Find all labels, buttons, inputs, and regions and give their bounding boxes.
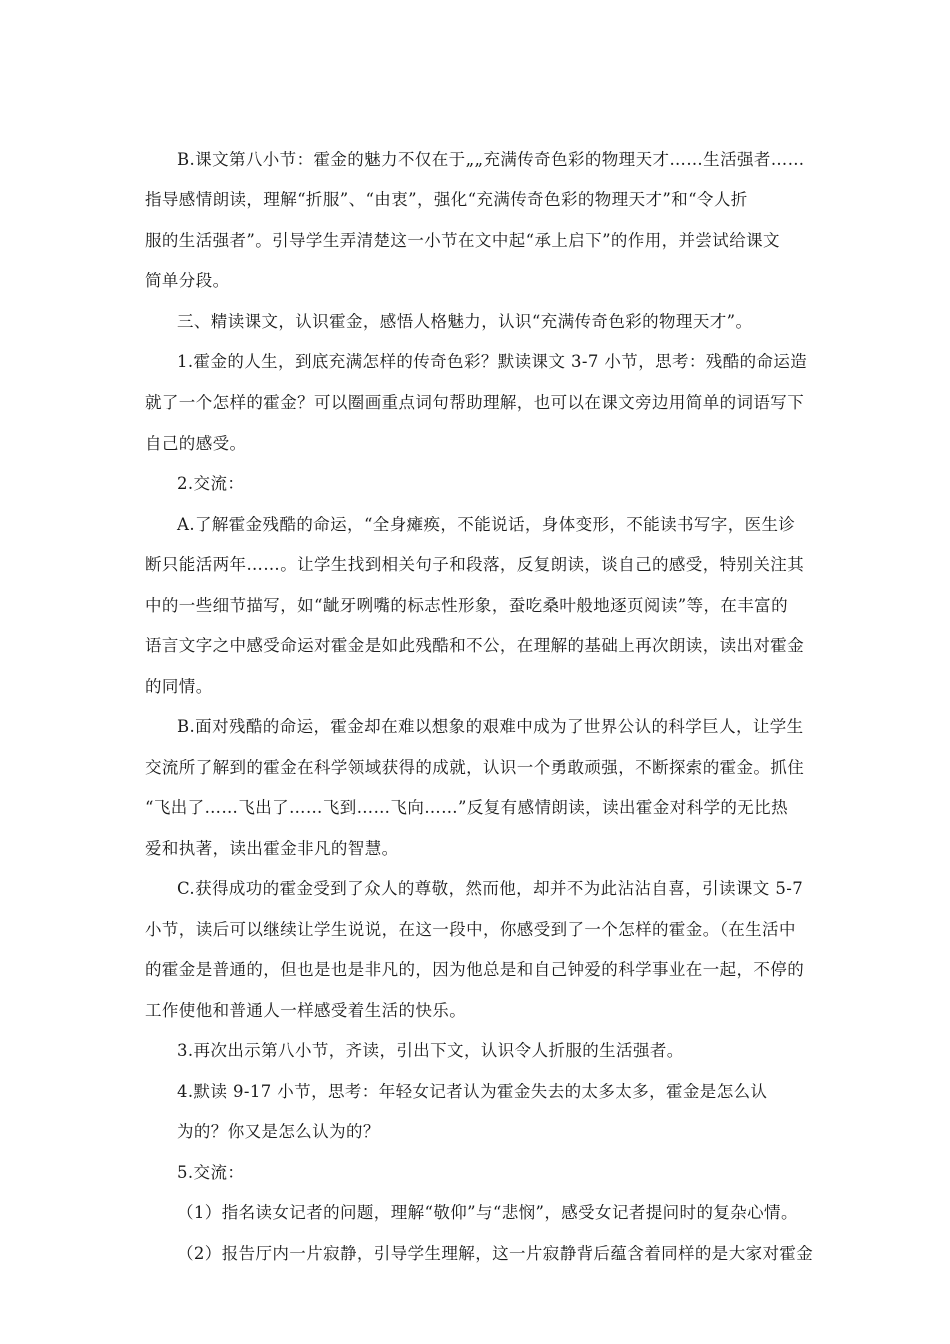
text-line: “飞出了……飞出了……飞到……飞向……”反复有感情朗读，读出霍金对科学的无比热	[145, 798, 788, 817]
text-line: 的同情。	[145, 677, 213, 696]
text-line: 4.默读 9-17 小节，思考：年轻女记者认为霍金失去的太多太多，霍金是怎么认	[177, 1082, 768, 1101]
text-line: 中的一些细节描写，如“龇牙咧嘴的标志性形象，蚕吃桑叶般地逐页阅读”等，在丰富的	[145, 596, 788, 615]
text-line: B.课文第八小节：霍金的魅力不仅在于„„充满传奇色彩的物理天才……生活强者……	[177, 150, 805, 169]
text-line: 语言文字之中感受命运对霍金是如此残酷和不公，在理解的基础上再次朗读，读出对霍金	[145, 636, 805, 655]
text-line: 为的？你又是怎么认为的？	[177, 1122, 380, 1141]
text-line: 工作使他和普通人一样感受着生活的快乐。	[145, 1001, 467, 1020]
text-line: （2）报告厅内一片寂静，引导学生理解，这一片寂静背后蕴含着同样的是大家对霍金	[177, 1244, 814, 1263]
text-line: 2.交流：	[177, 474, 245, 493]
text-line: 服的生活强者”。引导学生弄清楚这一小节在文中起“承上启下”的作用，并尝试给课文	[145, 231, 780, 250]
text-line: （1）指名读女记者的问题，理解“敬仰”与“悲悯”，感受女记者提问时的复杂心情。	[177, 1203, 798, 1222]
section-heading: 三、精读课文，认识霍金，感悟人格魅力，认识“充满传奇色彩的物理天才”。	[177, 312, 753, 331]
text-line: 就了一个怎样的霍金？可以圈画重点词句帮助理解，也可以在课文旁边用简单的词语写下	[145, 393, 805, 412]
text-line: C.获得成功的霍金受到了众人的尊敬，然而他，却并不为此沾沾自喜，引读课文 5-7	[177, 879, 804, 898]
text-line: 小节，读后可以继续让学生说说，在这一段中，你感受到了一个怎样的霍金。（在生活中	[145, 920, 796, 939]
text-line: 交流所了解到的霍金在科学领域获得的成就，认识一个勇敢顽强，不断探索的霍金。抓住	[145, 758, 805, 777]
text-line: 的霍金是普通的，但也是也是非凡的，因为他总是和自己钟爱的科学事业在一起，不停的	[145, 960, 805, 979]
text-line: 5.交流：	[177, 1163, 245, 1182]
text-line: 指导感情朗读，理解“折服”、“由衷”，强化“充满传奇色彩的物理天才”和“令人折	[145, 190, 748, 209]
text-line: 断只能活两年……。让学生找到相关句子和段落，反复朗读，谈自己的感受，特别关注其	[145, 555, 805, 574]
text-line: B.面对残酷的命运，霍金却在难以想象的艰难中成为了世界公认的科学巨人，让学生	[177, 717, 804, 736]
text-line: A.了解霍金残酷的命运，“全身瘫痪，不能说话，身体变形，不能读书写字，医生诊	[177, 515, 796, 534]
text-line: 简单分段。	[145, 271, 230, 290]
text-line: 1.霍金的人生，到底充满怎样的传奇色彩？默读课文 3-7 小节，思考：残酷的命运造	[177, 352, 808, 371]
text-line: 自己的感受。	[145, 434, 247, 453]
text-line: 爱和执著，读出霍金非凡的智慧。	[145, 839, 399, 858]
text-line: 3.再次出示第八小节，齐读，引出下文，认识令人折服的生活强者。	[177, 1041, 684, 1060]
